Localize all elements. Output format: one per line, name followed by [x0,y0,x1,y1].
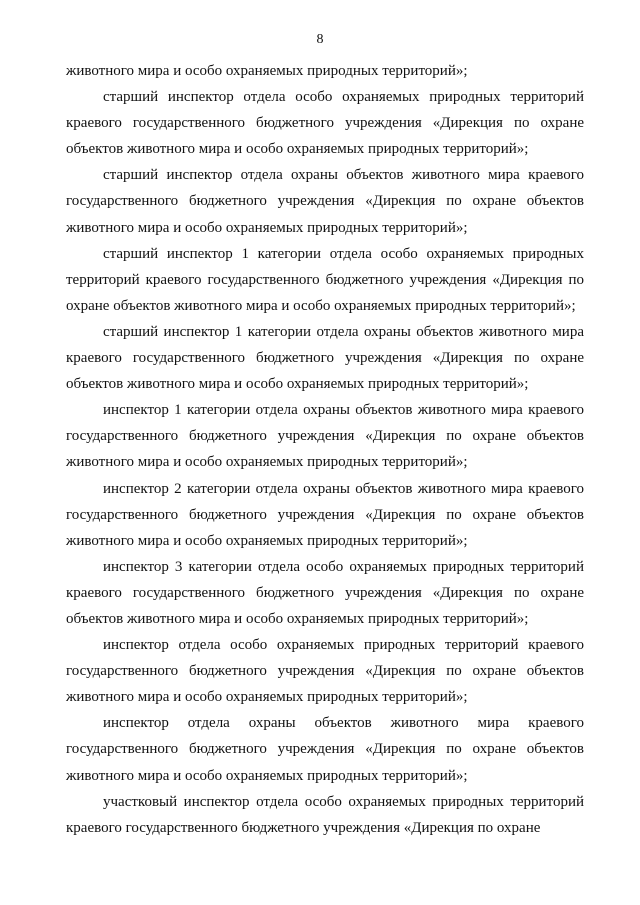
paragraph-continuation: животного мира и особо охраняемых природных территорий»; [66,63,468,79]
paragraph: старший инспектор отдела особо охраняемых природных территорий краевого государственного бюджетного учреждения «Дирекция по охране объектов животного мира и особо охраняемых природных территорий»; [66,89,584,158]
paragraph: инспектор отдела охраны объектов животного мира краевого государственного бюджетного учреждения «Дирекция по охране объектов животного мира и особо охраняемых природных территорий»; [66,715,584,784]
paragraph: инспектор 3 категории отдела особо охраняемых природных территорий краевого государственного бюджетного учреждения «Дирекция по охране объектов животного мира и особо охраняемых природных территорий»; [66,558,584,627]
paragraph: старший инспектор отдела охраны объектов животного мира краевого государственного бюджетного учреждения «Дирекция по охране объектов животного мира и особо охраняемых природных территорий»; [66,167,584,236]
page-number: 8 [316,32,324,47]
paragraph: инспектор отдела особо охраняемых природных территорий краевого государственного бюджетного учреждения «Дирекция по охране объектов животного мира и особо охраняемых природных территорий»; [66,637,584,706]
paragraph: старший инспектор 1 категории отдела особо охраняемых природных территорий краевого государственного бюджетного учреждения «Дирекция по охране объектов животного мира и особо охраняемых природных территорий»; [66,245,584,314]
paragraph: инспектор 1 категории отдела охраны объектов животного мира краевого государственного бюджетного учреждения «Дирекция по охране объектов животного мира и особо охраняемых природных территорий»; [66,402,584,471]
paragraph: инспектор 2 категории отдела охраны объектов животного мира краевого государственного бюджетного учреждения «Дирекция по охране объектов животного мира и особо охраняемых природных территорий»; [66,480,584,549]
paragraph: участковый инспектор отдела особо охраняемых природных территорий краевого государственного бюджетного учреждения «Дирекция по охране [66,793,584,836]
document-body [66,58,584,841]
paragraph: старший инспектор 1 категории отдела охраны объектов животного мира краевого государственного бюджетного учреждения «Дирекция по охране объектов животного мира и особо охраняемых природных территорий»; [66,323,584,393]
